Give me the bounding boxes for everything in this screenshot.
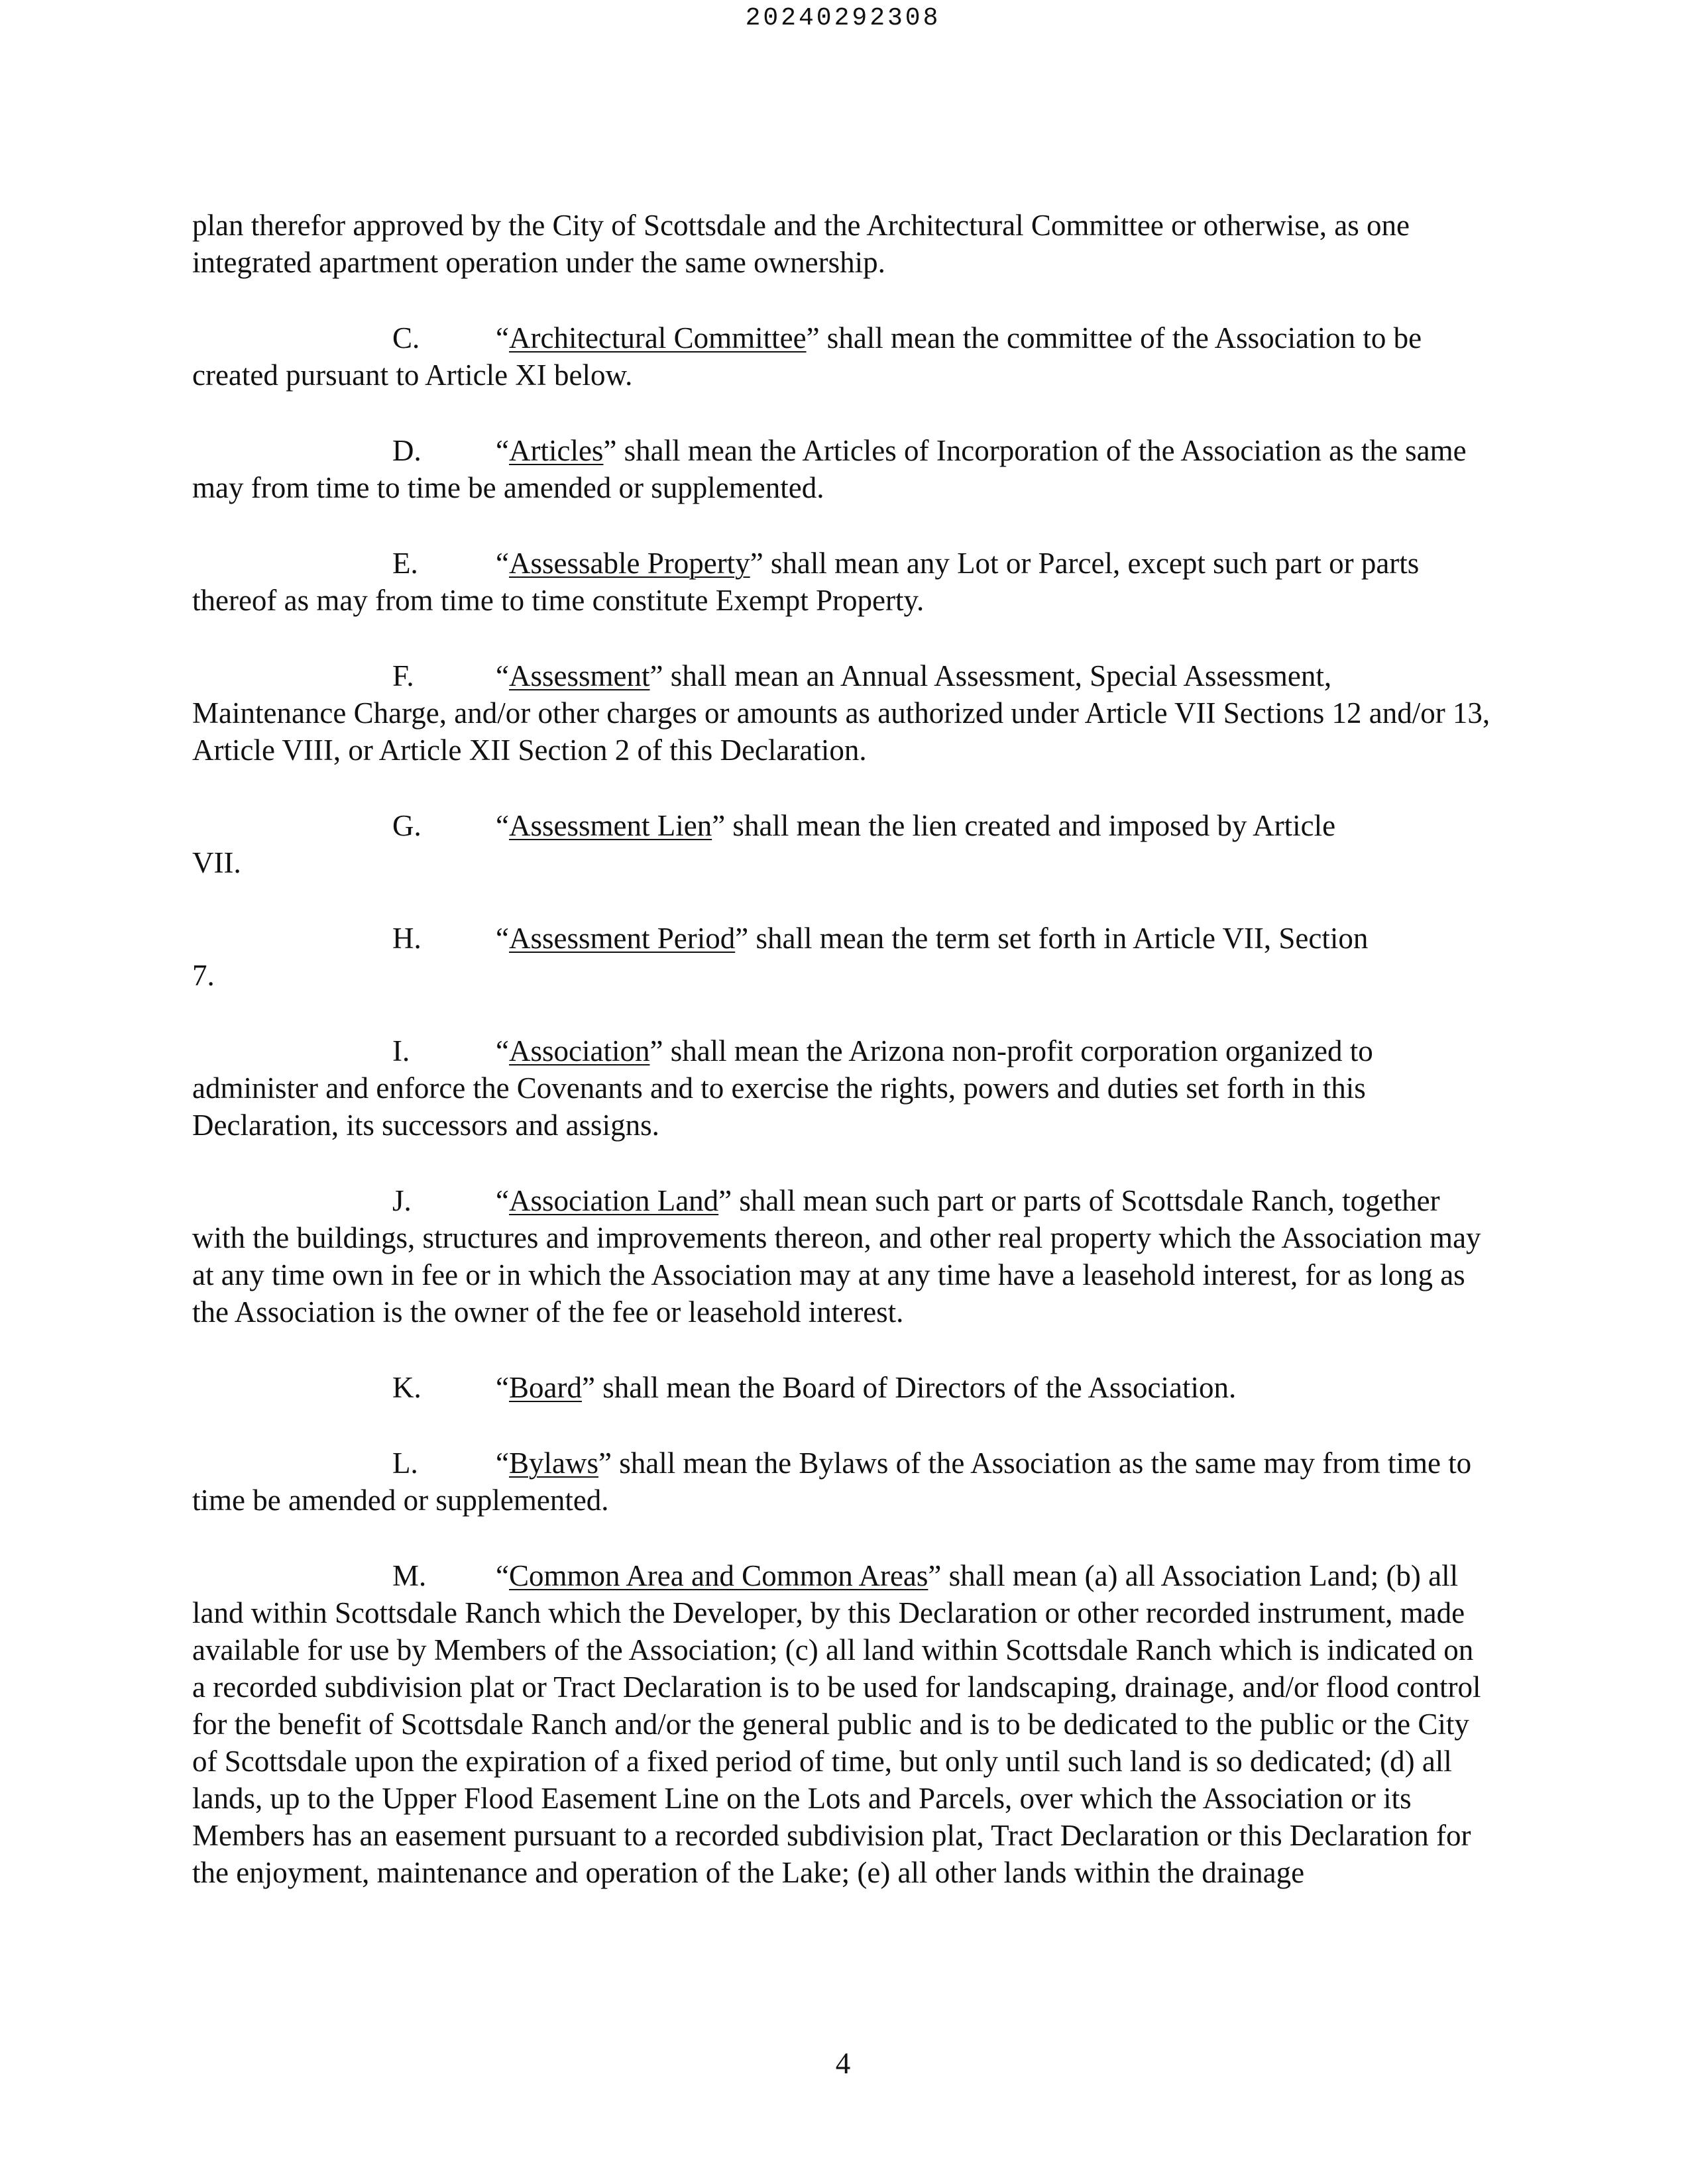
definition-j: J. “Association Land” shall mean such part or parts of Scottsdale Ranch, together with the buildings, structures and improvements thereon, and other real property which the Association may at any time own in fee or in which the Association may at any time have a leasehold interest, for as long as the Association is the owner of the fee or leasehold interest.: [192, 1184, 1481, 1329]
definition-c: C. “Architectural Committee” shall mean the committee of the Association to be created pursuant to Article XI below.: [192, 321, 1422, 392]
definition-tail: VII.: [192, 846, 241, 879]
definition-m: M. “Common Area and Common Areas” shall mean (a) all Association Land; (b) all land within Scottsdale Ranch which the Developer, by this Declaration or other recorded instrument, made available for use by Members of the Association; (c) all land within Scottsdale Ranch which is indicated on a recorded subdivision plat or Tract Declaration is to be used for landscaping, drainage, and/or flood control for the benefit of Scottsdale Ranch and/or the general public and is to be dedicated to the public or the City of Scottsdale upon the expiration of a fixed period of time, but only until such land is so dedicated; (d) all lands, up to the Upper Flood Easement Line on the Lots and Parcels, over which the Association or its Members has an easement pursuant to a recorded subdivision plat, Tract Declaration or this Declaration for the enjoyment, maintenance and operation of the Lake; (e) all other lands within the drainage: [192, 1559, 1481, 1889]
defined-term: Bylaws: [508, 1447, 598, 1480]
definition-d: D. “Articles” shall mean the Articles of Incorporation of the Association as the same may from time to time be amended or supplemented.: [192, 434, 1467, 504]
defined-term: Association: [508, 1034, 650, 1067]
defined-term: Assessment: [508, 659, 650, 692]
defined-term: Assessment Lien: [508, 809, 712, 842]
defined-term: Association Land: [508, 1184, 719, 1217]
definition-h: H. “Assessment Period” shall mean the term set forth in Article VII, Section 7.: [192, 922, 1369, 992]
intro-paragraph: plan therefor approved by the City of Scottsdale and the Architectural Committee or otherwise, as one integrated apartment operation under the same ownership.: [192, 209, 1410, 279]
definition-f: F. “Assessment” shall mean an Annual Assessment, Special Assessment, Maintenance Charge, and/or other charges or amounts as authorized under Article VII Sections 12 and/or 13, Article VIII, or Article XII Section 2 of this Declaration.: [192, 659, 1490, 767]
definition-g: G. “Assessment Lien” shall mean the lien created and imposed by Article VII.: [192, 809, 1336, 879]
document-body: [192, 207, 1491, 1891]
definition-l: L. “Bylaws” shall mean the Bylaws of the Association as the same may from time to time be amended or supplemented.: [192, 1447, 1472, 1517]
definition-e: E. “Assessable Property” shall mean any Lot or Parcel, except such part or parts thereof as may from time to time constitute Exempt Property.: [192, 547, 1420, 617]
defined-term: Assessment Period: [508, 922, 736, 955]
defined-term: Assessable Property: [508, 547, 750, 580]
definition-tail: 7.: [192, 959, 215, 992]
definition-i: I. “Association” shall mean the Arizona non-profit corporation organized to administer and enforce the Covenants and to exercise the rights, powers and duties set forth in this Declaration, its successors and assigns.: [192, 1034, 1373, 1142]
defined-term: Architectural Committee: [508, 321, 807, 355]
defined-term: Common Area and Common Areas: [508, 1559, 928, 1592]
document-number: 20240292308: [745, 4, 941, 32]
page-number: 4: [835, 2047, 851, 2080]
defined-term: Articles: [508, 434, 604, 467]
definition-k: K. “Board” shall mean the Board of Directors of the Association.: [392, 1371, 1237, 1404]
defined-term: Board: [508, 1371, 582, 1404]
